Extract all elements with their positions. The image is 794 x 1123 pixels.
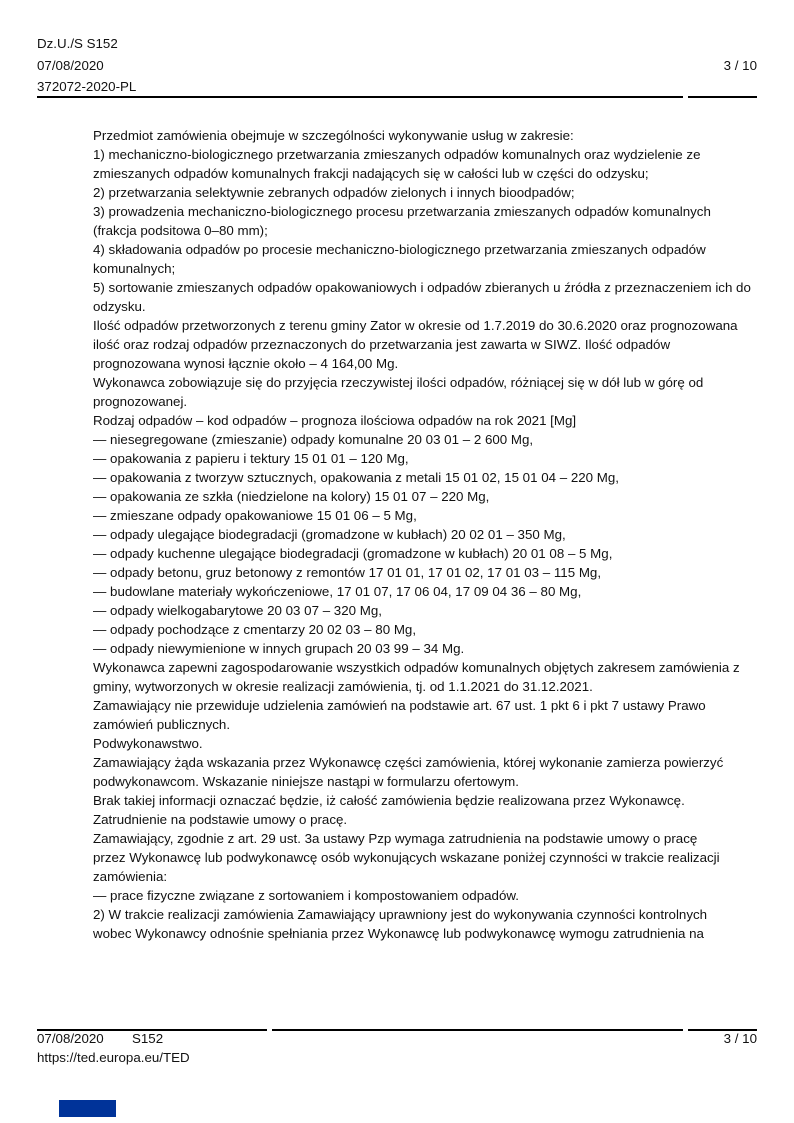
body-line: 1) mechaniczno-biologicznego przetwarzania zmieszanych odpadów komunalnych oraz wydzielenie ze bbox=[93, 147, 701, 162]
body-line: — budowlane materiały wykończeniowe, 17 01 07, 17 06 04, 17 09 04 36 – 80 Mg, bbox=[93, 584, 582, 599]
header-date: 07/08/2020 bbox=[37, 57, 104, 73]
body-line: Rodzaj odpadów – kod odpadów – prognoza ilościowa odpadów na rok 2021 [Mg] bbox=[93, 413, 577, 428]
body-line: Zatrudnienie na podstawie umowy o pracę. bbox=[93, 812, 348, 827]
body-line: prognozowanej. bbox=[93, 394, 188, 409]
footer-page-number: 3 / 10 bbox=[723, 1031, 757, 1046]
body-line: — opakowania ze szkła (niedzielone na kolory) 15 01 07 – 220 Mg, bbox=[93, 489, 490, 504]
body-line: — opakowania z tworzyw sztucznych, opakowania z metali 15 01 02, 15 01 04 – 220 Mg, bbox=[93, 470, 620, 485]
body-line: zmieszanych odpadów komunalnych frakcji nadających się w całości lub w części do odzysku; bbox=[93, 166, 649, 181]
page-footer bbox=[37, 1030, 757, 1067]
body-line: — odpady pochodzące z cmentarzy 20 02 03 – 80 Mg, bbox=[93, 622, 417, 637]
body-line: — prace fizyczne związane z sortowaniem i kompostowaniem odpadów. bbox=[93, 888, 519, 903]
body-line: — odpady ulegające biodegradacji (gromadzone w kubłach) 20 02 01 – 350 Mg, bbox=[93, 527, 566, 542]
header-rule bbox=[37, 96, 757, 98]
body-line: Ilość odpadów przetworzonych z terenu gminy Zator w okresie od 1.7.2019 do 30.6.2020 oraz prognozowana bbox=[93, 318, 738, 333]
body-line: — odpady niewymienione w innych grupach 20 03 99 – 34 Mg. bbox=[93, 641, 465, 656]
body-line: — odpady kuchenne ulegające biodegradacji (gromadzone w kubłach) 20 01 08 – 5 Mg, bbox=[93, 546, 613, 561]
body-line: 2) przetwarzania selektywnie zebranych odpadów zielonych i innych bioodpadów; bbox=[93, 185, 575, 200]
body-line: przez Wykonawcę lub podwykonawcę osób wykonujących wskazane poniżej czynności w trakcie realizacji bbox=[93, 850, 720, 865]
body-line: (frakcja podsitowa 0–80 mm); bbox=[93, 223, 268, 238]
body-line: 3) prowadzenia mechaniczno-biologicznego procesu przetwarzania zmieszanych odpadów komunalnych bbox=[93, 204, 711, 219]
body-line: Zamawiający nie przewiduje udzielenia zamówień na podstawie art. 67 ust. 1 pkt 6 i pkt 7 ustawy Prawo bbox=[93, 698, 706, 713]
body-line: zamówień publicznych. bbox=[93, 717, 231, 732]
body-line: komunalnych; bbox=[93, 261, 176, 276]
body-line: Brak takiej informacji oznaczać będzie, iż całość zamówienia będzie realizowana przez Wykonawcę. bbox=[93, 793, 685, 808]
page-header bbox=[37, 33, 757, 98]
body-line: prognozowana wynosi łącznie około – 4 164,00 Mg. bbox=[93, 356, 399, 371]
blue-box-artifact bbox=[59, 1100, 116, 1117]
header-journal-id: Dz.U./S S152 bbox=[37, 36, 118, 51]
body-line: 4) składowania odpadów po procesie mechaniczno-biologicznego przetwarzania zmieszanych odpadów bbox=[93, 242, 706, 257]
body-line: — odpady wielkogabarytowe 20 03 07 – 320 Mg, bbox=[93, 603, 382, 618]
body-line: gminy, wytworzonych w okresie realizacji zamówienia, tj. od 1.1.2021 do 31.12.2021. bbox=[93, 679, 593, 694]
body-line: 5) sortowanie zmieszanych odpadów opakowaniowych i odpadów zbieranych u źródła z przeznaczeniem ich do bbox=[93, 280, 751, 295]
body-line: Wykonawca zapewni zagospodarowanie wszystkich odpadów komunalnych objętych zakresem zamówienia z bbox=[93, 660, 740, 675]
body-line: Podwykonawstwo. bbox=[93, 736, 203, 751]
body-line: wobec Wykonawcy odnośnie spełniania przez Wykonawcę lub podwykonawcę wymogu zatrudnienia na bbox=[93, 926, 704, 941]
footer-series-number: S152 bbox=[132, 1031, 164, 1046]
body-line: Zamawiający żąda wskazania przez Wykonawcę części zamówienia, której wykonanie zamierza powierzyć bbox=[93, 755, 724, 770]
body-line: zamówienia: bbox=[93, 869, 168, 884]
body-line: Zamawiający, zgodnie z art. 29 ust. 3a ustawy Pzp wymaga zatrudnienia na podstawie umowy o pracę bbox=[93, 831, 698, 846]
body-line: — zmieszane odpady opakowaniowe 15 01 06 – 5 Mg, bbox=[93, 508, 417, 523]
body-line: — opakowania z papieru i tektury 15 01 01 – 120 Mg, bbox=[93, 451, 409, 466]
body-line: Wykonawca zobowiązuje się do przyjęcia rzeczywistej ilości odpadów, różniącej się w dół lub w górę od bbox=[93, 375, 704, 390]
header-page-number: 3 / 10 bbox=[723, 57, 757, 73]
header-notice-number: 372072-2020-PL bbox=[37, 79, 137, 94]
body-line: odzysku. bbox=[93, 299, 146, 314]
notice-body bbox=[93, 126, 765, 943]
body-line: podwykonawcom. Wskazanie niniejsze nastąpi w formularzu ofertowym. bbox=[93, 774, 519, 789]
body-line: Przedmiot zamówienia obejmuje w szczególności wykonywanie usług w zakresie: bbox=[93, 128, 574, 143]
footer-url-link[interactable]: https://ted.europa.eu/TED bbox=[37, 1049, 190, 1065]
body-line: — odpady betonu, gruz betonowy z remontów 17 01 01, 17 01 02, 17 01 03 – 115 Mg, bbox=[93, 565, 602, 580]
footer-date: 07/08/2020 bbox=[37, 1031, 104, 1046]
body-line: — niesegregowane (zmieszanie) odpady komunalne 20 03 01 – 2 600 Mg, bbox=[93, 432, 534, 447]
body-line: ilość oraz rodzaj odpadów przeznaczonych do przetwarzania jest zawarta w SIWZ. Ilość odpadów bbox=[93, 337, 671, 352]
body-line: 2) W trakcie realizacji zamówienia Zamawiający uprawniony jest do wykonywania czynności kontrolnych bbox=[93, 907, 708, 922]
